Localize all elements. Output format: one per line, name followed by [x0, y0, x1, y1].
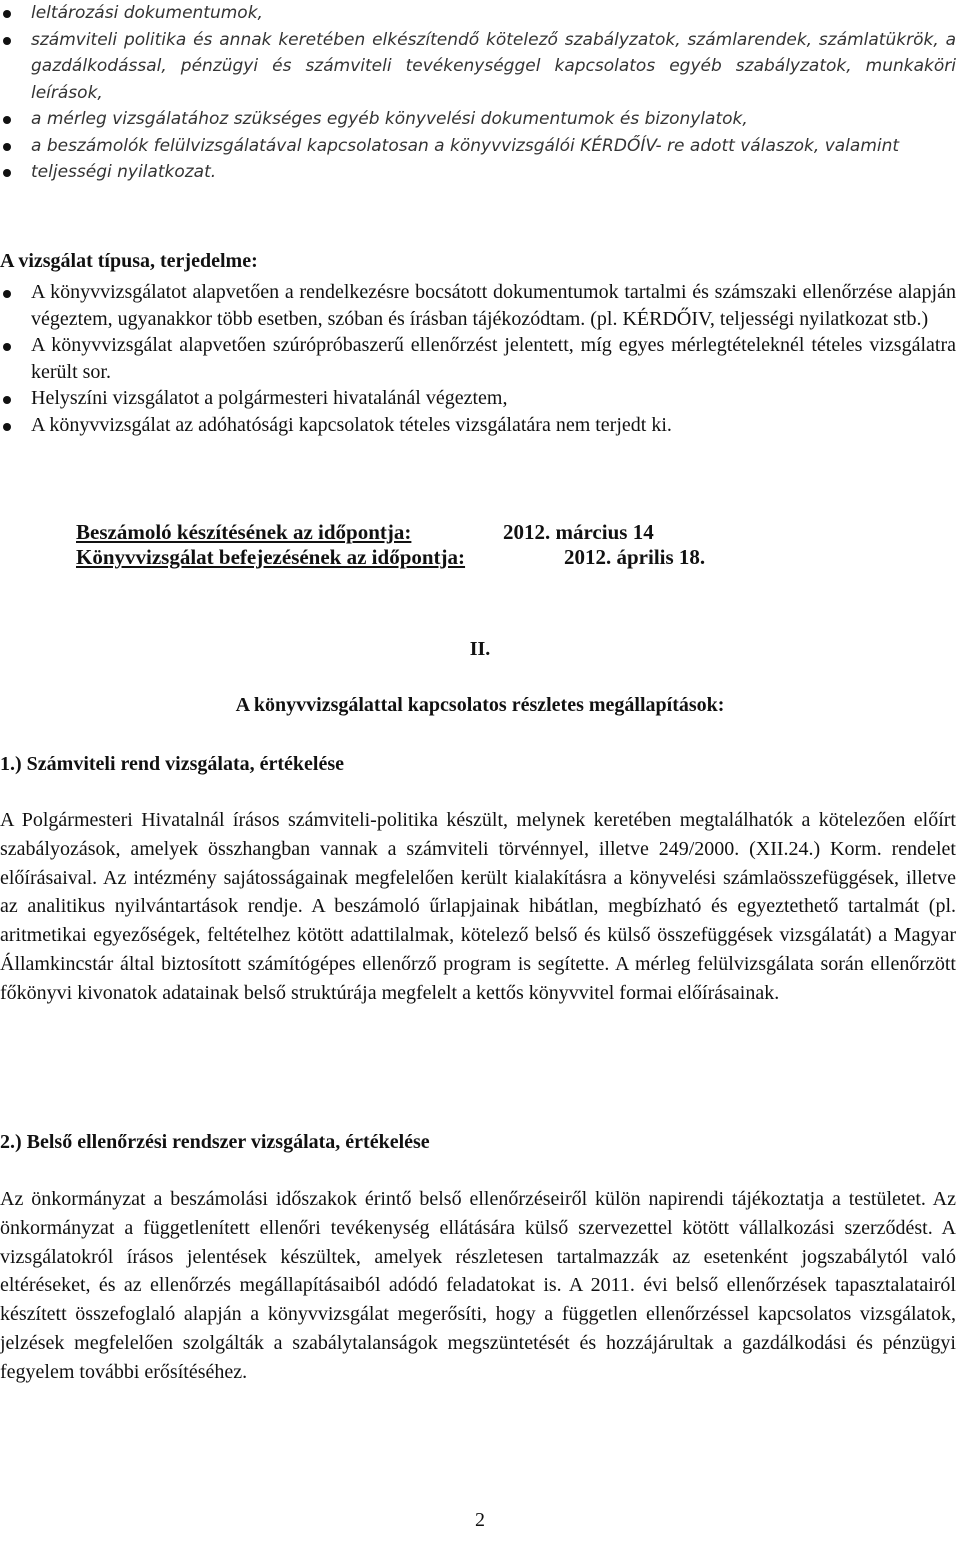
- sub1-heading: 1.) Számviteli rend vizsgálata, értékelése: [0, 753, 344, 775]
- section-title: A könyvvizsgálattal kapcsolatos részletes megállapítások:: [235, 694, 725, 716]
- sub2-body: Az önkormányzat a beszámolási időszakok érintő belső ellenőrzéseiről külön napirendi tájékoztatja a testületet. Az önkormányzat a függetlenített ellenőri tevékenység ellátására külső szervezettel kötött vállalkozási szerződést. A vizsgálatokról írásos jelentések készültek, amelyek részletesen tartalmazzák az esetenként jogszabálytól való eltéréseket, és az ellenőrzés megállapításaiból adódó feladatokat is. A 2011. évi belső ellenőrzések tapasztalatairól készített összefoglaló alapján a könyvvizsgálat megerősíti, hogy a független ellenőrzéssel kapcsolatos vizsgálatok, jelzések megfelelően szolgálták a szabálytalanságok megszüntetését és hozzájárultak a gazdálkodási és pénzügyi fegyelem további erősítéséhez.: [0, 1188, 956, 1383]
- list-item: A könyvvizsgálat az adóhatósági kapcsolatok tételes vizsgálatára nem terjedt ki.: [0, 412, 960, 439]
- list-item: a beszámolók felülvizsgálatával kapcsolatosan a könyvvizsgálói KÉRDŐÍV- re adott válaszok, valamint: [0, 133, 960, 160]
- audit-date-value: 2012. április 18.: [564, 545, 706, 569]
- list-item: teljességi nyilatkozat.: [0, 159, 960, 186]
- scope-list: [0, 279, 960, 438]
- dates-block: [76, 520, 705, 570]
- list-item: Helyszíni vizsgálatot a polgármesteri hivatalánál végeztem,: [0, 385, 960, 412]
- section-number: II.: [469, 638, 491, 660]
- sub2-heading: 2.) Belső ellenőrzési rendszer vizsgálata, értékelése: [0, 1131, 430, 1153]
- list-item: számviteli politika és annak keretében elkészítendő kötelező szabályzatok, számlarendek, számlatükrök, a gazdálkodással, pénzügyi és számviteli tevékenységgel kapcsolatos egyéb szabályzatok, munkaköri leírások,: [0, 27, 960, 107]
- documents-list: [0, 0, 960, 186]
- page-number: 2: [475, 1509, 485, 1531]
- audit-date-row: [76, 545, 705, 570]
- report-date-row: [76, 520, 705, 545]
- audit-date-label: Könyvvizsgálat befejezésének az időpontja:: [76, 545, 466, 569]
- list-item: A könyvvizsgálat alapvetően szúrópróbaszerű ellenőrzést jelentett, míg egyes mérlegtételeknél tételes vizsgálatra került sor.: [0, 332, 960, 385]
- scope-heading: A vizsgálat típusa, terjedelme:: [0, 250, 258, 272]
- report-date-label: Beszámoló készítésének az időpontja:: [76, 520, 412, 544]
- list-item: A könyvvizsgálatot alapvetően a rendelkezésre bocsátott dokumentumok tartalmi és számszaki ellenőrzése alapján végeztem, ugyanakkor több esetben, szóban és írásban tájékozódtam. (pl. KÉRDŐIV, teljességi nyilatkozat stb.): [0, 279, 960, 332]
- list-item: leltározási dokumentumok,: [0, 0, 960, 27]
- report-date-value: 2012. március 14: [503, 520, 654, 544]
- list-item: a mérleg vizsgálatához szükséges egyéb könyvelési dokumentumok és bizonylatok,: [0, 106, 960, 133]
- sub1-body: A Polgármesteri Hivatalnál írásos számviteli-politika készült, melynek keretében megtalálhatók a kötelezően előírt szabályozások, amelyek összhangban vannak a számviteli törvénnyel, illetve 249/2000. (XII.24.) Korm. rendelet előírásaival. Az intézmény sajátosságainak megfelelően került kialakításra a könyvelési számlaösszefüggések, illetve az analitikus nyilvántartások rendje. A beszámoló űrlapjainak hibátlan, megbízható és egyeztethető tartalmát (pl. aritmetikai egyezőségek, feltételhez kötött adattilalmak, kötelező belső és külső összefüggések vizsgálatát) a Magyar Államkincstár által biztosított számítógépes ellenőrző program is segítette. A mérleg felülvizsgálata során ellenőrzött főkönyvi kivonatok adatainak belső struktúrája megfelelt a kettős könyvvitel formai előírásainak.: [0, 809, 956, 1004]
